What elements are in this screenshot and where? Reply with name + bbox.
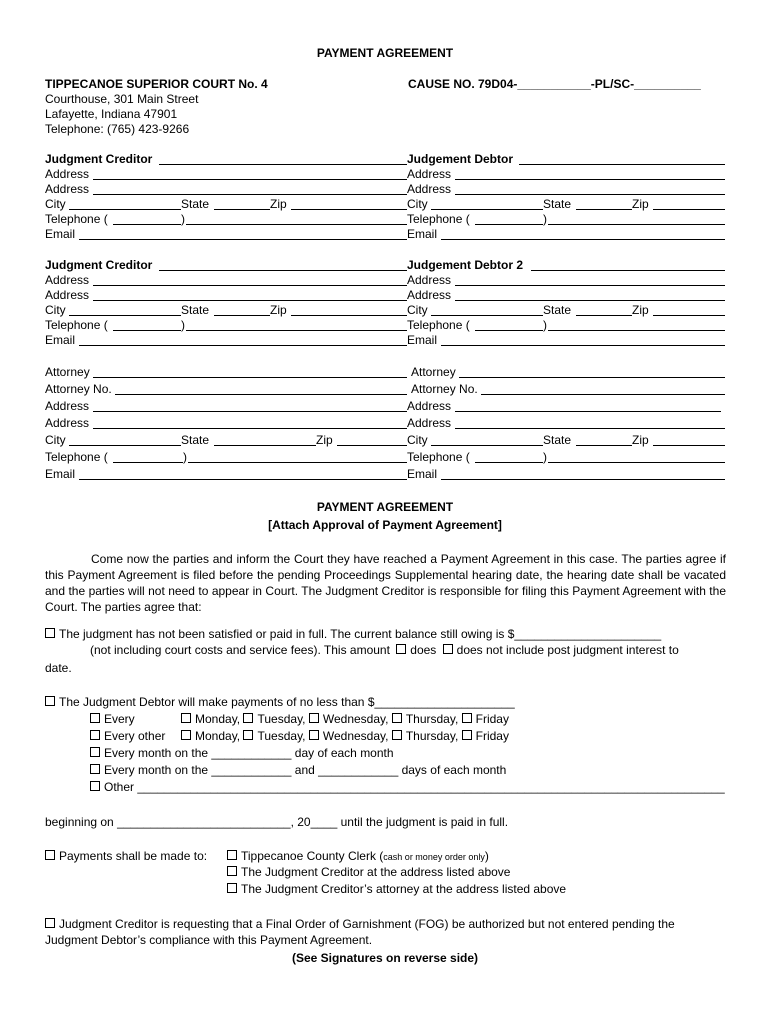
creditor-address2-field[interactable]: Address [45,181,407,196]
other-field[interactable]: Other ________________________________________________________________________________________ [104,780,725,794]
payment-amount-clause [45,695,515,709]
thursday-label: Thursday, [405,712,459,726]
debtor-attorney-no-field[interactable]: Attorney No. [407,381,725,396]
every-friday-checkbox[interactable] [462,713,472,723]
debtor-attorney-telephone-field[interactable]: Telephone ( ) [407,449,725,464]
does-not-checkbox[interactable] [443,644,453,654]
creditor-attorney-email-field[interactable]: Email [45,466,407,481]
creditor2-name-field[interactable]: Judgment Creditor [45,257,407,272]
payments-made-to [45,849,207,863]
creditor-attorney-address1-field[interactable]: Address [45,398,407,413]
document-title: PAYMENT AGREEMENT [316,46,454,60]
tuesday-label: Tuesday, [257,729,306,743]
monthly-checkbox[interactable] [90,747,100,757]
twice-monthly-days-field[interactable]: Every month on the ____________ and ____________ days of each month [104,763,507,777]
balance-checkbox[interactable] [45,628,55,638]
every-other-row [90,729,165,743]
court-name: TIPPECANOE SUPERIOR COURT No. 4 [45,77,268,91]
intro-paragraph: Come now the parties and inform the Court they have reached a Payment Agreement in this case. The parties agree if this Payment Agreement is filed before the pending Proceedings Supplemental hearing date, the hearing date shall be vacated and the parties will not need to appear in Court. The Judgment Creditor is responsible for filing this Payment Agreement with the Court. The parties agree that: [45,552,726,614]
creditor-option-label: The Judgment Creditor at the address listed above [241,865,511,879]
creditor-attorney-field[interactable]: Attorney [45,364,407,379]
cause-number[interactable]: CAUSE NO. 79D04-___________-PL/SC-__________ [408,77,701,91]
interest-clause [90,643,679,657]
creditor-attorney-no-field[interactable]: Attorney No. [45,381,407,396]
creditor-checkbox[interactable] [227,866,237,876]
fog-checkbox[interactable] [45,918,55,928]
debtor-attorney-address1-field[interactable]: Address [407,398,721,413]
debtor2-address1-field[interactable]: Address [407,272,725,287]
court-street: Courthouse, 301 Main Street [45,92,199,106]
tuesday-label: Tuesday, [257,712,306,726]
creditor2-email-field[interactable]: Email [45,332,407,347]
thursday-label: Thursday, [405,729,459,743]
creditor-attorney-address2-field[interactable]: Address [45,415,407,430]
creditor-attorney-telephone-field[interactable]: Telephone ( ) [45,449,407,464]
clerk-label: Tippecanoe County Clerk ( [241,849,384,863]
creditor-city-state-zip-field[interactable]: City State Zip [45,196,407,211]
every-thursday-checkbox[interactable] [392,713,402,723]
attorney-checkbox[interactable] [227,883,237,893]
monday-label: Monday, [195,729,241,743]
does-not-label: does not include post judgment interest to [456,643,679,657]
clerk-checkbox[interactable] [227,850,237,860]
debtor2-telephone-field[interactable]: Telephone ( ) [407,317,725,332]
clerk-note: cash or money order only [383,852,485,862]
every-other-checkbox[interactable] [90,730,100,740]
balance-amount-field[interactable]: The judgment has not been satisfied or paid in full. The current balance still owing is $______________________ [59,627,662,641]
debtor2-name-field[interactable]: Judgement Debtor 2 [407,257,725,272]
every-row [90,712,135,726]
debtor-address2-field[interactable]: Address [407,181,725,196]
creditor-address1-field[interactable]: Address [45,166,407,181]
creditor2-telephone-field[interactable]: Telephone ( ) [45,317,407,332]
twice-monthly-checkbox[interactable] [90,764,100,774]
every-wednesday-checkbox[interactable] [309,713,319,723]
every-other-label: Every other [104,729,166,743]
creditor-option [227,865,510,879]
debtor-attorney-email-field[interactable]: Email [407,466,725,481]
attorney-option [227,882,566,896]
every-monday-checkbox[interactable] [181,713,191,723]
friday-label: Friday [475,729,509,743]
other-checkbox[interactable] [90,781,100,791]
creditor-attorney-city-state-zip-field[interactable]: City State Zip [45,432,407,447]
balance-clause [45,627,661,641]
section-subtitle: [Attach Approval of Payment Agreement] [268,518,502,532]
interest-date: date. [45,661,72,675]
creditor2-city-state-zip-field[interactable]: City State Zip [45,302,407,317]
other-friday-checkbox[interactable] [462,730,472,740]
payments-made-to-checkbox[interactable] [45,850,55,860]
does-label: does [410,643,437,657]
debtor-address1-field[interactable]: Address [407,166,725,181]
reverse-side-note: (See Signatures on reverse side) [291,951,479,965]
creditor2-address1-field[interactable]: Address [45,272,407,287]
payments-made-to-label: Payments shall be made to: [59,849,208,863]
clerk-option [227,849,489,864]
monday-label: Monday, [195,712,241,726]
every-other-days-row [181,729,509,743]
does-checkbox[interactable] [396,644,406,654]
every-label: Every [104,712,135,726]
debtor-attorney-city-state-zip-field[interactable]: City State Zip [407,432,725,447]
every-tuesday-checkbox[interactable] [243,713,253,723]
clerk-close: ) [484,849,489,863]
debtor-attorney-field[interactable]: Attorney [407,364,725,379]
other-row [90,780,725,794]
debtor-telephone-field[interactable]: Telephone ( ) [407,211,725,226]
every-days-row [181,712,509,726]
attorney-option-label: The Judgment Creditor’s attorney at the address listed above [241,882,567,896]
creditor-name-field[interactable]: Judgment Creditor [45,151,407,166]
debtor-name-field[interactable]: Judgement Debtor [407,151,725,166]
fog-clause [45,916,729,948]
wednesday-label: Wednesday, [322,712,389,726]
debtor2-email-field[interactable]: Email [407,332,725,347]
interest-text: (not including court costs and service fees). This amount [90,643,390,657]
section-title: PAYMENT AGREEMENT [316,500,454,514]
monthly-day-field[interactable]: Every month on the ____________ day of each month [104,746,394,760]
debtor2-city-state-zip-field[interactable]: City State Zip [407,302,725,317]
other-monday-checkbox[interactable] [181,730,191,740]
payment-checkbox[interactable] [45,696,55,706]
creditor-telephone-field[interactable]: Telephone ( ) [45,211,407,226]
monthly-row [90,746,394,760]
court-phone: Telephone: (765) 423-9266 [45,122,190,136]
every-checkbox[interactable] [90,713,100,723]
friday-label: Friday [475,712,509,726]
creditor-email-field[interactable]: Email [45,226,407,241]
debtor-attorney-address2-field[interactable]: Address [407,415,725,430]
debtor-city-state-zip-field[interactable]: City State Zip [407,196,725,211]
debtor-email-field[interactable]: Email [407,226,725,241]
court-city: Lafayette, Indiana 47901 [45,107,178,121]
other-thursday-checkbox[interactable] [392,730,402,740]
debtor2-address2-field[interactable]: Address [407,287,725,302]
twice-monthly-row [90,763,506,777]
creditor2-address2-field[interactable]: Address [45,287,407,302]
payment-amount-field[interactable]: The Judgment Debtor will make payments of no less than $_____________________ [59,695,515,709]
fog-text: Judgment Creditor is requesting that a Final Order of Garnishment (FOG) be authorized but not entered pending the Judgment Debtor’s compliance with this Payment Agreement. [45,917,675,947]
other-wednesday-checkbox[interactable] [309,730,319,740]
wednesday-label: Wednesday, [322,729,389,743]
beginning-date-field[interactable]: beginning on __________________________, 20____ until the judgment is paid in full. [45,815,509,829]
other-tuesday-checkbox[interactable] [243,730,253,740]
